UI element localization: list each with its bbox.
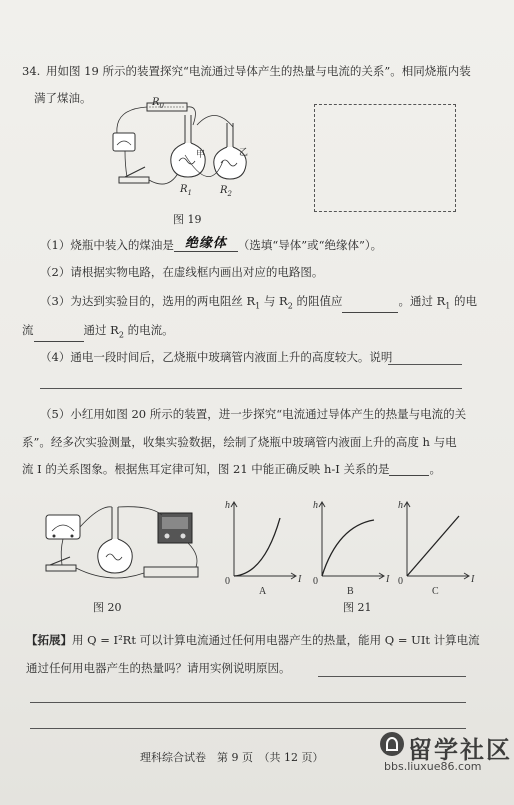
extension-answer-line2[interactable] — [30, 702, 466, 703]
r2-label: $R_2$ — [220, 185, 232, 198]
origin-label: 0 — [225, 576, 230, 587]
watermark-title: 留学社区 — [408, 736, 512, 764]
q5-answer[interactable] — [389, 475, 429, 476]
q4-text: （4）通电一段时间后，乙烧瓶中玻璃管内液面上升的高度较大。说明 — [40, 350, 393, 364]
q5-line1: （5）小红用如图 20 所示的装置，进一步探究“电流通过导体产生的热量与电流的关 — [40, 407, 467, 421]
origin-label: 0 — [398, 576, 403, 587]
q3-line1: （3）为达到实验目的，选用的两电阻丝 $R_1$ 与 $R_2$ 的阻值应 。通过 $R_1$ 的电 — [40, 294, 477, 313]
q5-line2: 系”。经多次实验测量，收集实验数据，绘制了烧瓶中玻璃管内液面上升的高度 h 与电 — [22, 435, 457, 449]
x-axis — [322, 573, 384, 579]
graph-A — [222, 496, 302, 596]
circuit-drawing-box[interactable] — [314, 104, 456, 212]
y-axis-label: h — [313, 500, 318, 511]
q5-line3: 流 I 的关系图象。根据焦耳定律可知，图 21 中能正确反映 h-I 关系的是 。 — [22, 462, 441, 476]
graph-B — [310, 496, 390, 596]
graph-label: C — [432, 586, 439, 597]
q1-suffix: （选填“导体”或“绝缘体”）。 — [237, 238, 383, 252]
extension-line1: 【拓展】用 Q = I²Rt 可以计算电流通过任何用电器产生的热量，能用 Q = UIt 计算电流 — [26, 633, 480, 647]
q1-answer[interactable]: 绝缘体 — [174, 237, 238, 252]
y-axis-label: h — [225, 500, 230, 511]
y-axis — [404, 502, 410, 576]
question-intro-line2: 满了煤油。 — [34, 91, 92, 105]
extension-answer-line1[interactable] — [318, 676, 466, 677]
q1-line — [40, 237, 382, 252]
x-axis-label: I — [471, 574, 475, 585]
r1-label: $R_1$ — [180, 184, 192, 197]
q4-answer-line1[interactable] — [388, 364, 462, 365]
curve-A — [234, 518, 280, 576]
figure20-caption: 图 20 — [93, 601, 122, 614]
page-footer: 理科综合试卷 第 9 页 （共 12 页） — [140, 751, 324, 764]
x-axis-label: I — [298, 574, 302, 585]
extension-tag: 【拓展】 — [26, 633, 72, 647]
q1-prefix: （1）烧瓶中装入的煤油是 — [40, 238, 174, 252]
curve-C — [407, 516, 459, 576]
extension-answer-line3[interactable] — [30, 728, 466, 729]
q3-answer2[interactable] — [34, 341, 84, 342]
graph-label: B — [347, 586, 354, 597]
watermark-logo — [380, 732, 404, 756]
q3-line2: 流 通过 $R_2$ 的电流。 — [22, 323, 174, 342]
graph-C — [395, 496, 475, 596]
q2-text: （2）请根据实物电路，在虚线框内画出对应的电路图。 — [40, 265, 324, 279]
figure19-caption: 图 19 — [173, 213, 202, 226]
q3-answer1[interactable] — [342, 312, 398, 313]
flask-a-label: 甲 — [196, 150, 206, 160]
x-axis — [407, 573, 469, 579]
figure20-apparatus — [40, 505, 210, 590]
r0-label: $R_0$ — [152, 97, 164, 110]
x-axis-label: I — [386, 574, 390, 585]
extension-line2: 通过任何用电器产生的热量吗？请用实例说明原因。 — [26, 661, 291, 675]
y-axis — [231, 502, 237, 576]
y-axis — [319, 502, 325, 576]
flask-b-label: 乙 — [239, 148, 249, 158]
watermark-url: bbs.liuxue86.com — [384, 760, 482, 773]
question-intro-line1: 用如图 19 所示的装置探究“电流通过导体产生的热量与电流的关系”。相同烧瓶内装 — [46, 64, 471, 78]
q4-answer-line2[interactable] — [40, 388, 462, 389]
graph-label: A — [259, 586, 267, 597]
y-axis-label: h — [398, 500, 403, 511]
curve-B — [322, 520, 374, 576]
origin-label: 0 — [313, 576, 318, 587]
question-number: 34. — [22, 64, 41, 78]
figure21-caption: 图 21 — [343, 601, 372, 614]
